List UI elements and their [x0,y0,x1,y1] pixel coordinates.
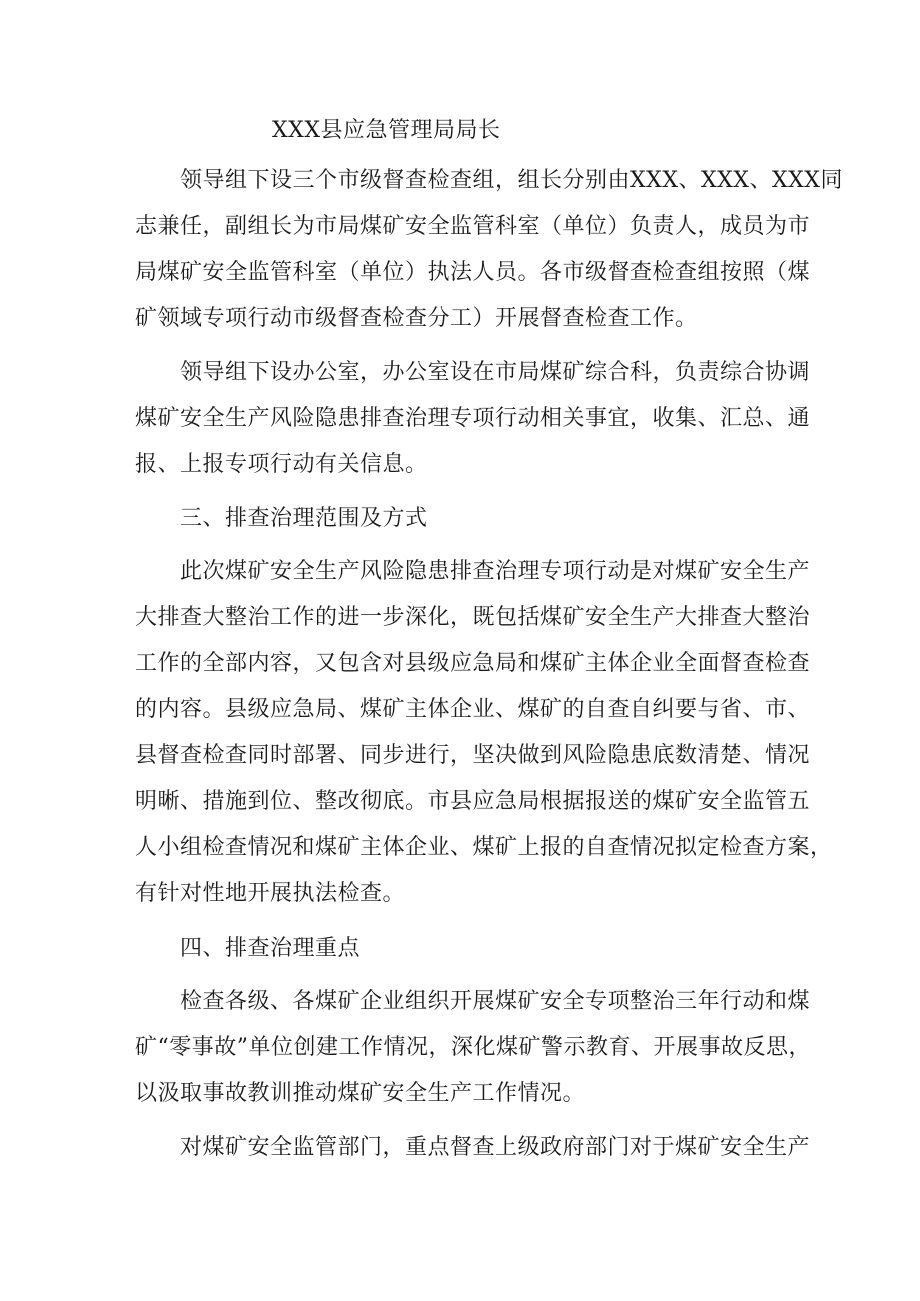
title-line: XXX县应急管理局局长 [272,118,501,143]
section-heading: 三、排查治理范围及方式 [180,506,428,531]
paragraph-line: 检查各级、各煤矿企业组织开展煤矿安全专项整治三年行动和煤 [180,989,811,1014]
paragraph-line: 此次煤矿安全生产风险隐患排查治理专项行动是对煤矿安全生产 [180,559,811,584]
paragraph-line: 局煤矿安全监管科室（单位）执法人员。各市级督查检查组按照（煤 [135,260,811,285]
paragraph-line: 明晰、措施到位、整改彻底。市县应急局根据报送的煤矿安全监管五 [135,789,811,814]
paragraph-line: 领导组下设办公室，办公室设在市局煤矿综合科，负责综合协调 [180,360,811,385]
paragraph-line: 矿“零事故”单位创建工作情况，深化煤矿警示教育、开展事故反思， [135,1035,811,1060]
paragraph-line: 对煤矿安全监管部门，重点督查上级政府部门对于煤矿安全生产 [180,1135,811,1160]
paragraph-line: 的内容。县级应急局、煤矿主体企业、煤矿的自查自纠要与省、市、 [135,697,811,722]
paragraph-line: 煤矿安全生产风险隐患排查治理专项行动相关事宜，收集、汇总、通 [135,406,811,431]
section-heading: 四、排查治理重点 [180,936,361,961]
paragraph-line: 大排查大整治工作的进一步深化，既包括煤矿安全生产大排查大整治 [135,605,811,630]
paragraph-line: 人小组检查情况和煤矿主体企业、煤矿上报的自查情况拟定检查方案， [135,835,833,860]
paragraph-line: 矿领域专项行动市级督查检查分工）开展督查检查工作。 [135,306,698,331]
paragraph-line: 志兼任，副组长为市局煤矿安全监管科室（单位）负责人，成员为市 [135,214,811,239]
paragraph-line: 领导组下设三个市级督查检查组，组长分别由XXX、XXX、XXX同 [180,168,843,193]
paragraph-line: 以汲取事故教训推动煤矿安全生产工作情况。 [135,1081,586,1106]
paragraph-line: 县督查检查同时部署、同步进行，坚决做到风险隐患底数清楚、情况 [135,743,811,768]
paragraph-line: 报、上报专项行动有关信息。 [135,452,428,477]
paragraph-line: 工作的全部内容，又包含对县级应急局和煤矿主体企业全面督查检查 [135,651,811,676]
paragraph-line: 有针对性地开展执法检查。 [135,881,406,906]
